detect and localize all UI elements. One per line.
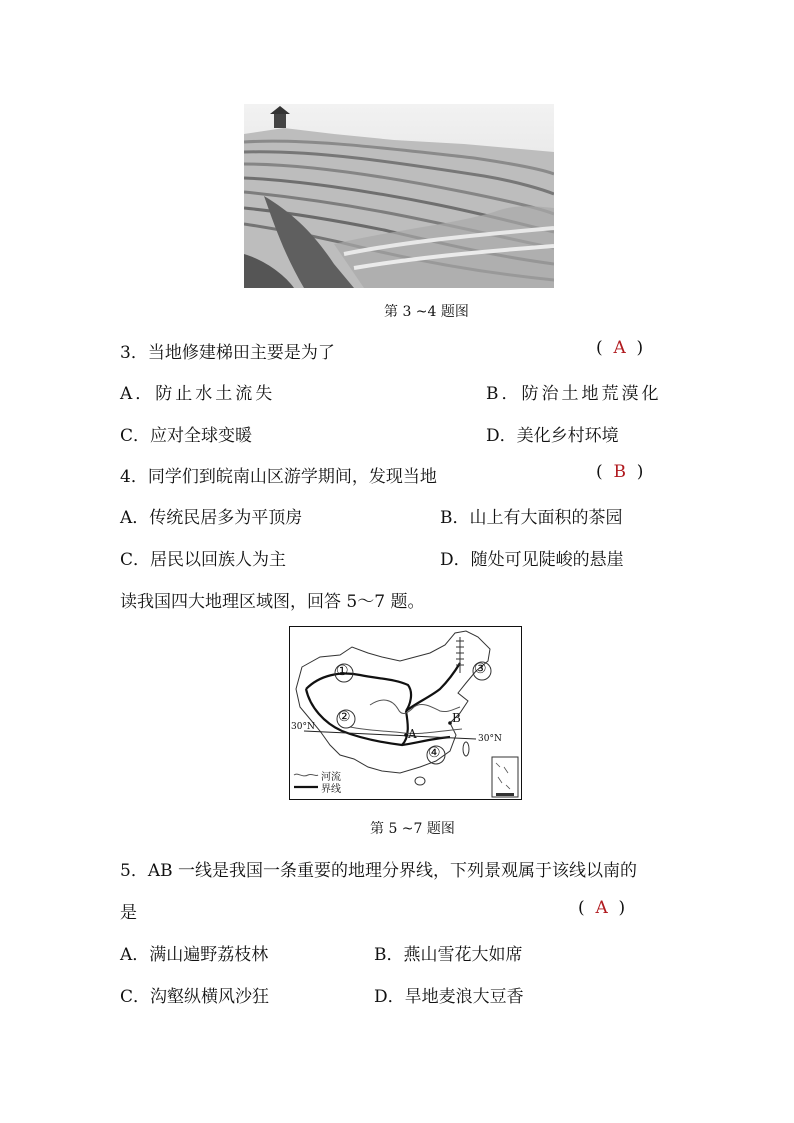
q3-answer-paren: ( A ) — [596, 338, 644, 358]
q4-option-a: A．传统民居多为平顶房 — [120, 508, 303, 528]
q3-option-d: D．美化乡村环境 — [486, 426, 619, 446]
q5-stem-line2: 是 — [120, 903, 137, 923]
q5-option-c: C．沟壑纵横风沙狂 — [120, 987, 270, 1007]
q5-answer: A — [595, 898, 608, 918]
region-label-3: ③ — [474, 661, 487, 677]
region-label-1: ① — [336, 663, 349, 679]
figure2-caption: 第 5 ~7 题图 — [370, 821, 455, 837]
q5-stem-line1: 5．AB 一线是我国一条重要的地理分界线，下列景观属于该线以南的 — [120, 861, 637, 881]
legend-river-line — [294, 774, 318, 776]
latitude-30n-line — [304, 731, 476, 739]
q4-answer: B — [613, 462, 626, 482]
q3-option-a: A．防止水土流失 — [120, 384, 276, 404]
china-regions-map — [289, 626, 522, 800]
q4-stem: 4．同学们到皖南山区游学期间，发现当地 — [120, 467, 437, 487]
q3-option-b: B．防治土地荒漠化 — [486, 384, 662, 404]
country-outline — [296, 631, 490, 773]
q3-option-c: C．应对全球变暖 — [120, 426, 253, 446]
figure1-caption: 第 3 ~4 题图 — [384, 304, 469, 320]
intro-text: 读我国四大地理区域图，回答 5～7 题。 — [120, 592, 425, 612]
region-boundary-qinghai-tibet — [306, 689, 408, 745]
q4-option-d: D．随处可见陡峻的悬崖 — [440, 550, 624, 570]
map-label-a: A — [408, 727, 417, 741]
q5-option-d: D．旱地麦浪大豆香 — [374, 987, 524, 1007]
terrace-photo — [244, 104, 554, 288]
yellow-river — [370, 700, 460, 713]
inset-box — [492, 757, 518, 797]
map-label-b: B — [452, 711, 461, 725]
region-label-4: ④ — [428, 745, 441, 761]
yangtze-river — [350, 727, 462, 734]
region-label-2: ② — [338, 709, 351, 725]
lat-label-right: 30°N — [478, 734, 502, 744]
lat-label-left: 30°N — [291, 722, 315, 732]
q5-answer-paren: ( A ) — [578, 898, 626, 918]
region-boundary-northern — [406, 663, 460, 711]
q5-option-a: A．满山遍野荔枝林 — [120, 945, 269, 965]
q3-answer: A — [613, 338, 626, 358]
q4-option-c: C．居民以回族人为主 — [120, 550, 287, 570]
q5-option-b: B．燕山雪花大如席 — [374, 945, 523, 965]
q4-answer-paren: ( B ) — [596, 462, 644, 482]
q3-stem: 3．当地修建梯田主要是为了 — [120, 343, 335, 363]
legend-river-label: 河流 — [321, 772, 341, 783]
q4-option-b: B．山上有大面积的茶园 — [440, 508, 623, 528]
inset-scale — [496, 793, 514, 796]
legend-border-label: 界线 — [321, 784, 341, 795]
